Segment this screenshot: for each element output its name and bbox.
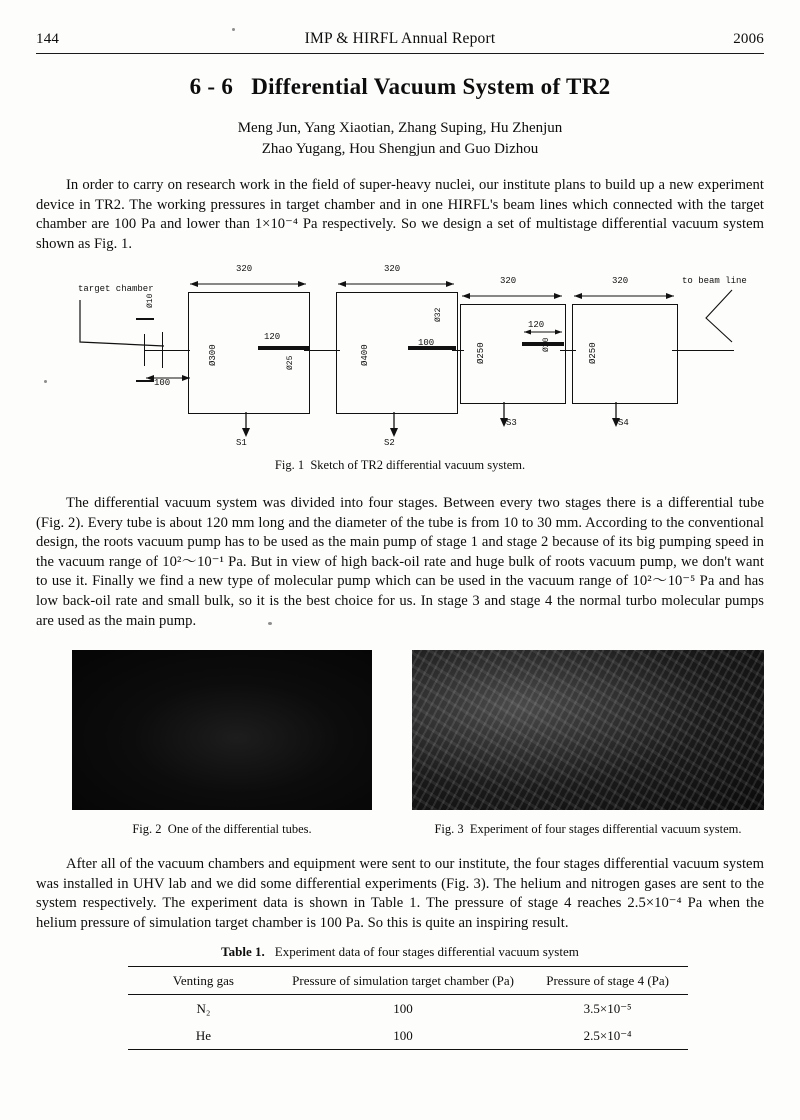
cell-gas: N₂ [196, 1001, 211, 1016]
section-number: 6 - 6 [189, 74, 234, 99]
scan-artifact [44, 380, 47, 383]
cell-target-pressure: 100 [393, 1001, 413, 1016]
differential-tube-1 [258, 346, 310, 350]
figure-3-caption [402, 822, 774, 837]
dim-320-c-label: 320 [500, 276, 517, 286]
figure-1-caption-label: Fig. 1 [274, 458, 305, 472]
dim-320-a-arrow-icon [188, 278, 310, 288]
column-header-venting-gas: Venting gas [128, 967, 279, 995]
dim-320-c-arrow-icon [460, 290, 566, 300]
dia-10-label: Ø10 [146, 293, 155, 308]
page-number: 144 [36, 31, 60, 47]
beam-line-leader [676, 284, 738, 346]
dim-320-d-arrow-icon [572, 290, 678, 300]
dia-20-label: Ø20 [542, 337, 551, 352]
paragraph-3-text: After all of the vacuum chambers and equipment were sent to our institute, the four stages differential vacuum system was installed in UHV lab and we did some differential experiments (Fig. 3). The helium and nitrogen gases are sent to the system respectively. The experiment data is shown in Table 1. The pressure of stage 4 reaches 2.5×10⁻⁴ Pa when the helium pressure of simulation target chamber is 100 Pa. So this is quite an inspiring result. [36, 856, 764, 931]
table-row [128, 1022, 688, 1050]
figure-3-caption-text: Experiment of four stages differential vacuum system. [469, 822, 742, 836]
dim-100-left-label: 100 [154, 378, 171, 388]
dia-25-label: Ø25 [286, 355, 295, 370]
dim-320-b-arrow-icon [336, 278, 458, 288]
beam-axis-1-2 [304, 350, 340, 351]
figure-2-caption-label: Fig. 2 [132, 822, 162, 836]
figure-2-caption [72, 822, 372, 837]
down-arrow-icon [388, 412, 400, 438]
title-text: Differential Vacuum System of TR2 [251, 74, 611, 99]
publication-year: 2006 [733, 31, 764, 47]
dia-300-label: Ø300 [208, 344, 218, 366]
dia-400-label: Ø400 [360, 344, 370, 366]
paragraph-3 [36, 855, 764, 933]
figure-1-caption [36, 458, 764, 473]
beam-axis-3-4 [560, 350, 576, 351]
dim-120-b-label: 120 [528, 320, 545, 330]
dia-250-b-label: Ø250 [588, 342, 598, 364]
dim-320-b-label: 320 [384, 264, 401, 274]
beam-line-label: to beam line [682, 276, 747, 286]
author-line-2: Zhao Yugang, Hou Shengjun and Guo Dizhou [261, 141, 539, 157]
beam-axis-2-3 [452, 350, 464, 351]
target-chamber-label: target chamber [78, 284, 154, 294]
header-rule [36, 53, 764, 54]
table-1-caption: Experiment data of four stages differential vacuum system [274, 944, 579, 959]
dim-120-a-label: 120 [264, 332, 281, 342]
dim-320-b-line [336, 278, 458, 288]
running-head [36, 30, 764, 48]
dia-32-label: Ø32 [434, 307, 443, 322]
column-header-target-pressure: Pressure of simulation target chamber (Pa) [279, 967, 527, 995]
dim-320-a-label: 320 [236, 264, 253, 274]
scan-artifact [232, 28, 235, 31]
paragraph-2 [36, 494, 764, 631]
pump-arrow-s2 [388, 412, 400, 438]
figure-1 [36, 262, 764, 472]
table-1-title [36, 944, 764, 960]
dim-320-d-line [572, 290, 678, 300]
down-arrow-icon [240, 412, 252, 438]
paragraph-1 [36, 176, 764, 254]
s3-label: S3 [506, 418, 517, 428]
s1-label: S1 [236, 438, 247, 448]
pump-arrow-s1 [240, 412, 252, 438]
scan-artifact [268, 622, 272, 625]
dim-320-c-line [460, 290, 566, 300]
dim-120-b-arrow-icon [522, 328, 566, 336]
dim-320-d-label: 320 [612, 276, 629, 286]
table-header-row [128, 967, 688, 995]
cell-target-pressure: 100 [279, 1022, 527, 1050]
table-1 [128, 966, 688, 1050]
stage1-chamber [188, 292, 310, 414]
paragraph-1-text: In order to carry on research work in the field of super-heavy nuclei, our institute plans to build up a new experiment device in TR2. The working pressures in target chamber and in one HIRFL's beam lines which connected with the target chamber are 100 Pa and lower than 1×10⁻⁴ Pa respectively. So we design a set of multistage differential vacuum system shown as Fig. 1. [36, 177, 764, 252]
table-row [128, 995, 688, 1023]
figure-2-photo [72, 650, 372, 810]
figure-3-caption-label: Fig. 3 [434, 822, 464, 836]
cell-stage4-pressure: 2.5×10⁻⁴ [527, 1022, 688, 1050]
figure-1-caption-text: Sketch of TR2 differential vacuum system. [310, 458, 526, 472]
dim-100-mid-label: 100 [418, 338, 435, 348]
s2-label: S2 [384, 438, 395, 448]
figure-2-caption-text: One of the differential tubes. [167, 822, 312, 836]
s4-label: S4 [618, 418, 629, 428]
table-1-label: Table 1. [221, 944, 265, 959]
dim-120-b-line [522, 328, 566, 336]
page-title [0, 74, 800, 100]
author-list [0, 118, 800, 160]
paragraph-2-text: The differential vacuum system was divided into four stages. Between every two stages there is a differential tube (Fig. 2). Every tube is about 120 mm long and the diameter of the tube is from 10 to 30 mm. According to the conventional design, the roots vacuum pump has to be used as the main pump of stage 1 and stage 2 because of its big pumping speed in the vacuum range of 10²～10⁻¹ Pa. But in view of high back-oil rate and huge bulk of roots vacuum pump, we don't want to use it. Finally we find a new type of molecular pump which can be used in the vacuum range of 10²～10⁻⁵ Pa and has low back-oil rate and small bulk, so it is the best choice for us. In stage 3 and stage 4 the normal turbo molecular pumps are used as the main pump. [36, 495, 764, 629]
column-header-stage4-pressure: Pressure of stage 4 (Pa) [527, 967, 688, 995]
dim-320-a-line [188, 278, 310, 288]
figure-3-photo [412, 650, 764, 810]
dia-250-a-label: Ø250 [476, 342, 486, 364]
cell-stage4-pressure: 3.5×10⁻⁵ [583, 1001, 632, 1016]
beam-axis-right [672, 350, 734, 351]
author-line-1: Meng Jun, Yang Xiaotian, Zhang Suping, Hu Zhenjun [237, 120, 563, 136]
journal-title: IMP & HIRFL Annual Report [304, 30, 496, 47]
beam-line-leader-icon [676, 284, 738, 346]
cell-gas: He [128, 1022, 279, 1050]
